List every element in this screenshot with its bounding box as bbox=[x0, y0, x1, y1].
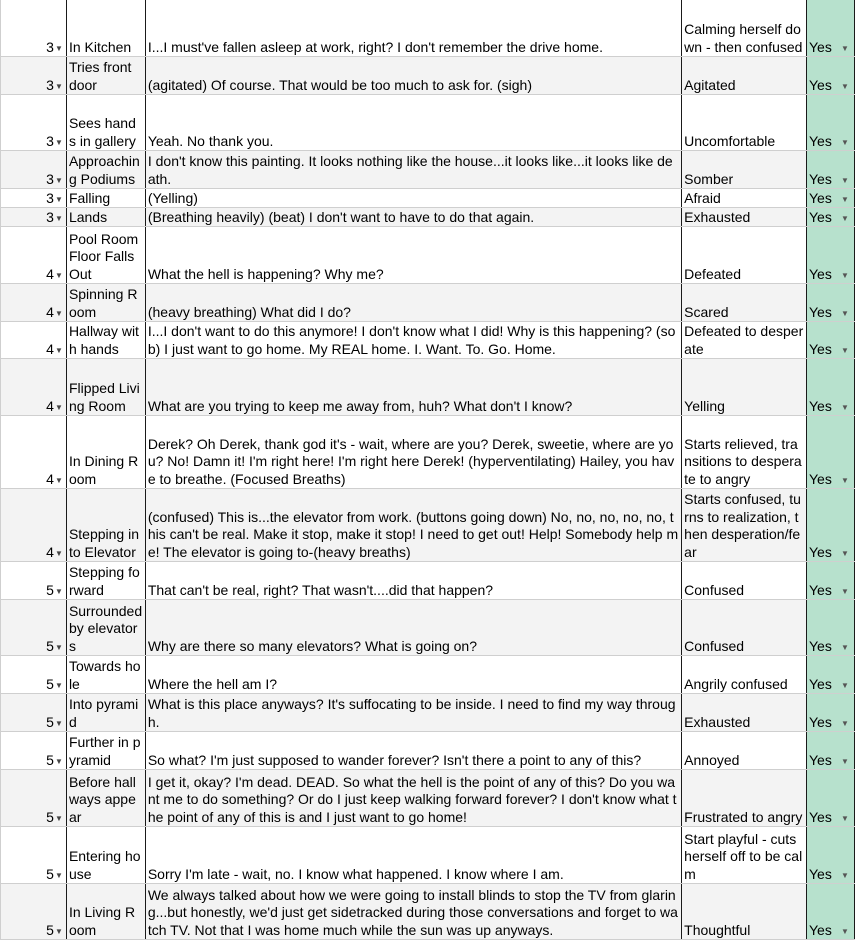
approval-value: Yes bbox=[809, 170, 832, 187]
dialogue-line-cell[interactable]: I don't know this painting. It looks nothing like the house...it looks like...it looks like death. bbox=[145, 151, 681, 189]
dialogue-line-cell[interactable]: (heavy breathing) What did I do? bbox=[145, 284, 681, 322]
scene-number: 3 bbox=[46, 76, 54, 93]
dropdown-arrow-icon[interactable]: ▼ bbox=[841, 176, 849, 185]
scene-number-cell[interactable] bbox=[1, 884, 67, 940]
scene-number: 3 bbox=[46, 170, 54, 187]
description-cell[interactable]: Sees hands in gallery bbox=[66, 95, 145, 151]
table-row[interactable] bbox=[1, 57, 855, 95]
dropdown-arrow-icon[interactable]: ▼ bbox=[841, 44, 849, 53]
description-cell[interactable]: Into pyramid bbox=[66, 694, 145, 732]
description-cell[interactable]: In Kitchen bbox=[66, 0, 145, 57]
dialogue-line-cell[interactable]: So what? I'm just supposed to wander forever? Isn't there a point to any of this? bbox=[145, 732, 681, 770]
dropdown-arrow-icon[interactable]: ▼ bbox=[54, 587, 63, 596]
emotion-cell[interactable]: Defeated bbox=[682, 227, 807, 284]
scene-number-cell[interactable] bbox=[1, 562, 67, 600]
approval-dropdown-cell[interactable] bbox=[807, 227, 855, 284]
approval-value: Yes bbox=[809, 470, 832, 487]
emotion-cell[interactable]: Exhausted bbox=[682, 694, 807, 732]
table-row[interactable] bbox=[1, 562, 855, 600]
dropdown-arrow-icon[interactable]: ▼ bbox=[841, 195, 849, 204]
approval-dropdown-cell[interactable] bbox=[807, 827, 855, 884]
dialogue-line-cell[interactable]: (confused) This is...the elevator from work. (buttons going down) No, no, no, no, no, this can't be real. Make it stop, make it stop! I need to get out! Help! Somebody help me! The elevator is going to-(heavy breaths) bbox=[145, 489, 681, 562]
approval-dropdown-cell[interactable] bbox=[807, 57, 855, 95]
emotion-cell[interactable]: Yelling bbox=[682, 359, 807, 416]
scene-number-cell[interactable] bbox=[1, 0, 67, 57]
description-cell[interactable]: Falling bbox=[66, 189, 145, 208]
scene-number: 4 bbox=[46, 543, 54, 560]
dropdown-arrow-icon[interactable]: ▼ bbox=[54, 346, 63, 355]
dialogue-line-cell[interactable]: (agitated) Of course. That would be too much to ask for. (sigh) bbox=[145, 57, 681, 95]
dropdown-arrow-icon[interactable]: ▼ bbox=[841, 927, 849, 936]
dropdown-arrow-icon[interactable]: ▼ bbox=[54, 195, 63, 204]
approval-value: Yes bbox=[809, 865, 832, 882]
table-row[interactable] bbox=[1, 189, 855, 208]
scene-number-cell[interactable] bbox=[1, 95, 67, 151]
scene-number-cell[interactable] bbox=[1, 284, 67, 322]
table-row[interactable] bbox=[1, 359, 855, 416]
dialogue-line-cell[interactable]: Derek? Oh Derek, thank god it's - wait, where are you? Derek, sweetie, where are you? No! Damn it! I'm right here! I'm right here Derek! (hyperventilating) Hailey, you have to breathe. (Focused Breaths) bbox=[145, 416, 681, 489]
scene-number-cell[interactable] bbox=[1, 489, 67, 562]
scene-number: 4 bbox=[46, 340, 54, 357]
description-cell[interactable]: In Living Room bbox=[66, 884, 145, 940]
approval-value: Yes bbox=[809, 340, 832, 357]
dropdown-arrow-icon[interactable]: ▼ bbox=[54, 176, 63, 185]
dropdown-arrow-icon[interactable]: ▼ bbox=[841, 549, 849, 558]
dropdown-arrow-icon[interactable]: ▼ bbox=[54, 871, 63, 880]
emotion-cell[interactable]: Annoyed bbox=[682, 732, 807, 770]
approval-dropdown-cell[interactable] bbox=[807, 416, 855, 489]
scene-number: 3 bbox=[46, 132, 54, 149]
scene-number: 3 bbox=[46, 38, 54, 55]
emotion-cell[interactable]: Scared bbox=[682, 284, 807, 322]
table-row[interactable] bbox=[1, 151, 855, 189]
scene-number-cell[interactable] bbox=[1, 600, 67, 656]
scene-number: 3 bbox=[46, 208, 54, 225]
description-cell[interactable]: Flipped Living Room bbox=[66, 359, 145, 416]
dialogue-line-cell[interactable]: That can't be real, right? That wasn't....did that happen? bbox=[145, 562, 681, 600]
dropdown-arrow-icon[interactable]: ▼ bbox=[54, 138, 63, 147]
scene-number: 5 bbox=[46, 581, 54, 598]
scene-number-cell[interactable] bbox=[1, 359, 67, 416]
scene-number-cell[interactable] bbox=[1, 151, 67, 189]
emotion-cell[interactable]: Starts relieved, transitions to desperate to angry bbox=[682, 416, 807, 489]
table-row[interactable] bbox=[1, 0, 855, 57]
dialogue-line-cell[interactable]: Sorry I'm late - wait, no. I know what happened. I know where I am. bbox=[145, 827, 681, 884]
approval-value: Yes bbox=[809, 581, 832, 598]
dialogue-line-cell[interactable]: I...I don't want to do this anymore! I don't know what I did! Why is this happening? (sob) I just want to go home. My REAL home. I. Want. To. Go. Home. bbox=[145, 322, 681, 359]
approval-value: Yes bbox=[809, 713, 832, 730]
approval-value: Yes bbox=[809, 303, 832, 320]
scene-number-cell[interactable] bbox=[1, 732, 67, 770]
approval-dropdown-cell[interactable] bbox=[807, 359, 855, 416]
scene-number-cell[interactable] bbox=[1, 770, 67, 827]
approval-dropdown-cell[interactable] bbox=[807, 770, 855, 827]
dialogue-line-cell[interactable]: Why are there so many elevators? What is going on? bbox=[145, 600, 681, 656]
dialogue-line-cell[interactable]: I get it, okay? I'm dead. DEAD. So what the hell is the point of any of this? Do you want me to do something? Or do I just keep walking forward forever? I don't know what the point of any of this is and I just want to go home! bbox=[145, 770, 681, 827]
dropdown-arrow-icon[interactable]: ▼ bbox=[841, 138, 849, 147]
scene-number: 5 bbox=[46, 808, 54, 825]
approval-dropdown-cell[interactable] bbox=[807, 151, 855, 189]
approval-dropdown-cell[interactable] bbox=[807, 189, 855, 208]
dialogue-line-cell[interactable]: (Breathing heavily) (beat) I don't want to have to do that again. bbox=[145, 208, 681, 227]
dropdown-arrow-icon[interactable]: ▼ bbox=[841, 719, 849, 728]
approval-dropdown-cell[interactable] bbox=[807, 489, 855, 562]
approval-value: Yes bbox=[809, 76, 832, 93]
scene-number: 5 bbox=[46, 921, 54, 938]
scene-number: 4 bbox=[46, 397, 54, 414]
description-cell[interactable]: Tries front door bbox=[66, 57, 145, 95]
table-row[interactable] bbox=[1, 600, 855, 656]
dropdown-arrow-icon[interactable]: ▼ bbox=[841, 587, 849, 596]
description-cell[interactable]: Pool Room Floor Falls Out bbox=[66, 227, 145, 284]
dropdown-arrow-icon[interactable]: ▼ bbox=[54, 476, 63, 485]
scene-number-cell[interactable] bbox=[1, 656, 67, 694]
dropdown-arrow-icon[interactable]: ▼ bbox=[841, 871, 849, 880]
approval-value: Yes bbox=[809, 751, 832, 768]
description-cell[interactable]: Lands bbox=[66, 208, 145, 227]
dropdown-arrow-icon[interactable]: ▼ bbox=[54, 309, 63, 318]
emotion-cell[interactable]: Somber bbox=[682, 151, 807, 189]
dropdown-arrow-icon[interactable]: ▼ bbox=[54, 814, 63, 823]
scene-number-cell[interactable] bbox=[1, 227, 67, 284]
dropdown-arrow-icon[interactable]: ▼ bbox=[841, 403, 849, 412]
description-cell[interactable]: Before hallways appear bbox=[66, 770, 145, 827]
table-row[interactable] bbox=[1, 489, 855, 562]
approval-value: Yes bbox=[809, 132, 832, 149]
approval-dropdown-cell[interactable] bbox=[807, 884, 855, 940]
dropdown-arrow-icon[interactable]: ▼ bbox=[54, 82, 63, 91]
approval-value: Yes bbox=[809, 637, 832, 654]
approval-dropdown-cell[interactable] bbox=[807, 694, 855, 732]
emotion-cell[interactable]: Uncomfortable bbox=[682, 95, 807, 151]
description-cell[interactable]: Spinning Room bbox=[66, 284, 145, 322]
table-row[interactable] bbox=[1, 694, 855, 732]
dialogue-line-cell[interactable]: Yeah. No thank you. bbox=[145, 95, 681, 151]
dropdown-arrow-icon[interactable]: ▼ bbox=[54, 44, 63, 53]
approval-dropdown-cell[interactable] bbox=[807, 322, 855, 359]
scene-number-cell[interactable] bbox=[1, 416, 67, 489]
approval-dropdown-cell[interactable] bbox=[807, 732, 855, 770]
spreadsheet-body bbox=[1, 0, 855, 940]
emotion-cell[interactable]: Agitated bbox=[682, 57, 807, 95]
scene-number-cell[interactable] bbox=[1, 694, 67, 732]
scene-number-cell[interactable] bbox=[1, 208, 67, 227]
emotion-cell[interactable]: Thoughtful bbox=[682, 884, 807, 940]
emotion-cell[interactable]: Defeated to desperate bbox=[682, 322, 807, 359]
table-row[interactable] bbox=[1, 227, 855, 284]
table-row[interactable] bbox=[1, 95, 855, 151]
dropdown-arrow-icon[interactable]: ▼ bbox=[841, 309, 849, 318]
dropdown-arrow-icon[interactable]: ▼ bbox=[54, 757, 63, 766]
dialogue-line-cell[interactable]: What are you trying to keep me away from, huh? What don't I know? bbox=[145, 359, 681, 416]
description-cell[interactable]: In Dining Room bbox=[66, 416, 145, 489]
scene-number: 4 bbox=[46, 470, 54, 487]
approval-value: Yes bbox=[809, 189, 832, 206]
dropdown-arrow-icon[interactable]: ▼ bbox=[54, 403, 63, 412]
approval-value: Yes bbox=[809, 265, 832, 282]
description-cell[interactable]: Surrounded by elevators bbox=[66, 600, 145, 656]
approval-value: Yes bbox=[809, 675, 832, 692]
dropdown-arrow-icon[interactable]: ▼ bbox=[841, 214, 849, 223]
table-row[interactable] bbox=[1, 208, 855, 227]
emotion-cell[interactable]: Confused bbox=[682, 562, 807, 600]
dropdown-arrow-icon[interactable]: ▼ bbox=[54, 271, 63, 280]
table-row[interactable] bbox=[1, 732, 855, 770]
emotion-cell[interactable]: Starts confused, turns to realization, then desperation/fear bbox=[682, 489, 807, 562]
scene-number-cell[interactable] bbox=[1, 322, 67, 359]
dropdown-arrow-icon[interactable]: ▼ bbox=[841, 681, 849, 690]
dialogue-line-cell[interactable]: I...I must've fallen asleep at work, right? I don't remember the drive home. bbox=[145, 0, 681, 57]
description-cell[interactable]: Stepping forward bbox=[66, 562, 145, 600]
table-row[interactable] bbox=[1, 284, 855, 322]
approval-value: Yes bbox=[809, 208, 832, 225]
scene-number: 4 bbox=[46, 303, 54, 320]
table-row[interactable] bbox=[1, 827, 855, 884]
scene-number: 4 bbox=[46, 265, 54, 282]
dropdown-arrow-icon[interactable]: ▼ bbox=[841, 757, 849, 766]
dropdown-arrow-icon[interactable]: ▼ bbox=[54, 643, 63, 652]
description-cell[interactable]: Hallway with hands bbox=[66, 322, 145, 359]
approval-dropdown-cell[interactable] bbox=[807, 284, 855, 322]
approval-value: Yes bbox=[809, 397, 832, 414]
dialogue-line-cell[interactable]: Where the hell am I? bbox=[145, 656, 681, 694]
dialogue-line-cell[interactable]: What is this place anyways? It's suffocating to be inside. I need to find my way through. bbox=[145, 694, 681, 732]
emotion-cell[interactable]: Angrily confused bbox=[682, 656, 807, 694]
description-cell[interactable]: Towards hole bbox=[66, 656, 145, 694]
scene-number-cell[interactable] bbox=[1, 57, 67, 95]
dialogue-line-cell[interactable]: (Yelling) bbox=[145, 189, 681, 208]
approval-dropdown-cell[interactable] bbox=[807, 95, 855, 151]
table-row[interactable] bbox=[1, 416, 855, 489]
dropdown-arrow-icon[interactable]: ▼ bbox=[54, 214, 63, 223]
dropdown-arrow-icon[interactable]: ▼ bbox=[841, 476, 849, 485]
scene-number: 5 bbox=[46, 751, 54, 768]
approval-value: Yes bbox=[809, 38, 832, 55]
table-row[interactable] bbox=[1, 770, 855, 827]
emotion-cell[interactable]: Confused bbox=[682, 600, 807, 656]
table-row[interactable] bbox=[1, 884, 855, 940]
dropdown-arrow-icon[interactable]: ▼ bbox=[54, 719, 63, 728]
approval-dropdown-cell[interactable] bbox=[807, 600, 855, 656]
dialogue-line-cell[interactable]: We always talked about how we were going to install blinds to stop the TV from glaring...but honestly, we'd just get sidetracked during those conversations and forget to watch TV. Not that I was home much while the sun was up anyways. bbox=[145, 884, 681, 940]
approval-dropdown-cell[interactable] bbox=[807, 656, 855, 694]
approval-dropdown-cell[interactable] bbox=[807, 208, 855, 227]
table-row[interactable] bbox=[1, 322, 855, 359]
dialogue-line-cell[interactable]: What the hell is happening? Why me? bbox=[145, 227, 681, 284]
emotion-cell[interactable]: Exhausted bbox=[682, 208, 807, 227]
emotion-cell[interactable]: Frustrated to angry bbox=[682, 770, 807, 827]
scene-number: 5 bbox=[46, 865, 54, 882]
table-row[interactable] bbox=[1, 656, 855, 694]
dropdown-arrow-icon[interactable]: ▼ bbox=[841, 814, 849, 823]
description-cell[interactable]: Approaching Podiums bbox=[66, 151, 145, 189]
emotion-cell[interactable]: Afraid bbox=[682, 189, 807, 208]
approval-value: Yes bbox=[809, 921, 832, 938]
dropdown-arrow-icon[interactable]: ▼ bbox=[841, 346, 849, 355]
description-cell[interactable]: Stepping into Elevator bbox=[66, 489, 145, 562]
approval-value: Yes bbox=[809, 543, 832, 560]
dropdown-arrow-icon[interactable]: ▼ bbox=[841, 82, 849, 91]
emotion-cell[interactable]: Calming herself down - then confused bbox=[682, 0, 807, 57]
dropdown-arrow-icon[interactable]: ▼ bbox=[841, 643, 849, 652]
dropdown-arrow-icon[interactable]: ▼ bbox=[54, 927, 63, 936]
dropdown-arrow-icon[interactable]: ▼ bbox=[841, 271, 849, 280]
approval-dropdown-cell[interactable] bbox=[807, 562, 855, 600]
description-cell[interactable]: Further in pyramid bbox=[66, 732, 145, 770]
description-cell[interactable]: Entering house bbox=[66, 827, 145, 884]
scene-number-cell[interactable] bbox=[1, 827, 67, 884]
dropdown-arrow-icon[interactable]: ▼ bbox=[54, 549, 63, 558]
approval-value: Yes bbox=[809, 808, 832, 825]
emotion-cell[interactable]: Start playful - cuts herself off to be calm bbox=[682, 827, 807, 884]
dropdown-arrow-icon[interactable]: ▼ bbox=[54, 681, 63, 690]
scene-number: 3 bbox=[46, 189, 54, 206]
scene-number-cell[interactable] bbox=[1, 189, 67, 208]
approval-dropdown-cell[interactable] bbox=[807, 0, 855, 57]
scene-number: 5 bbox=[46, 675, 54, 692]
scene-number: 5 bbox=[46, 637, 54, 654]
scene-number: 5 bbox=[46, 713, 54, 730]
